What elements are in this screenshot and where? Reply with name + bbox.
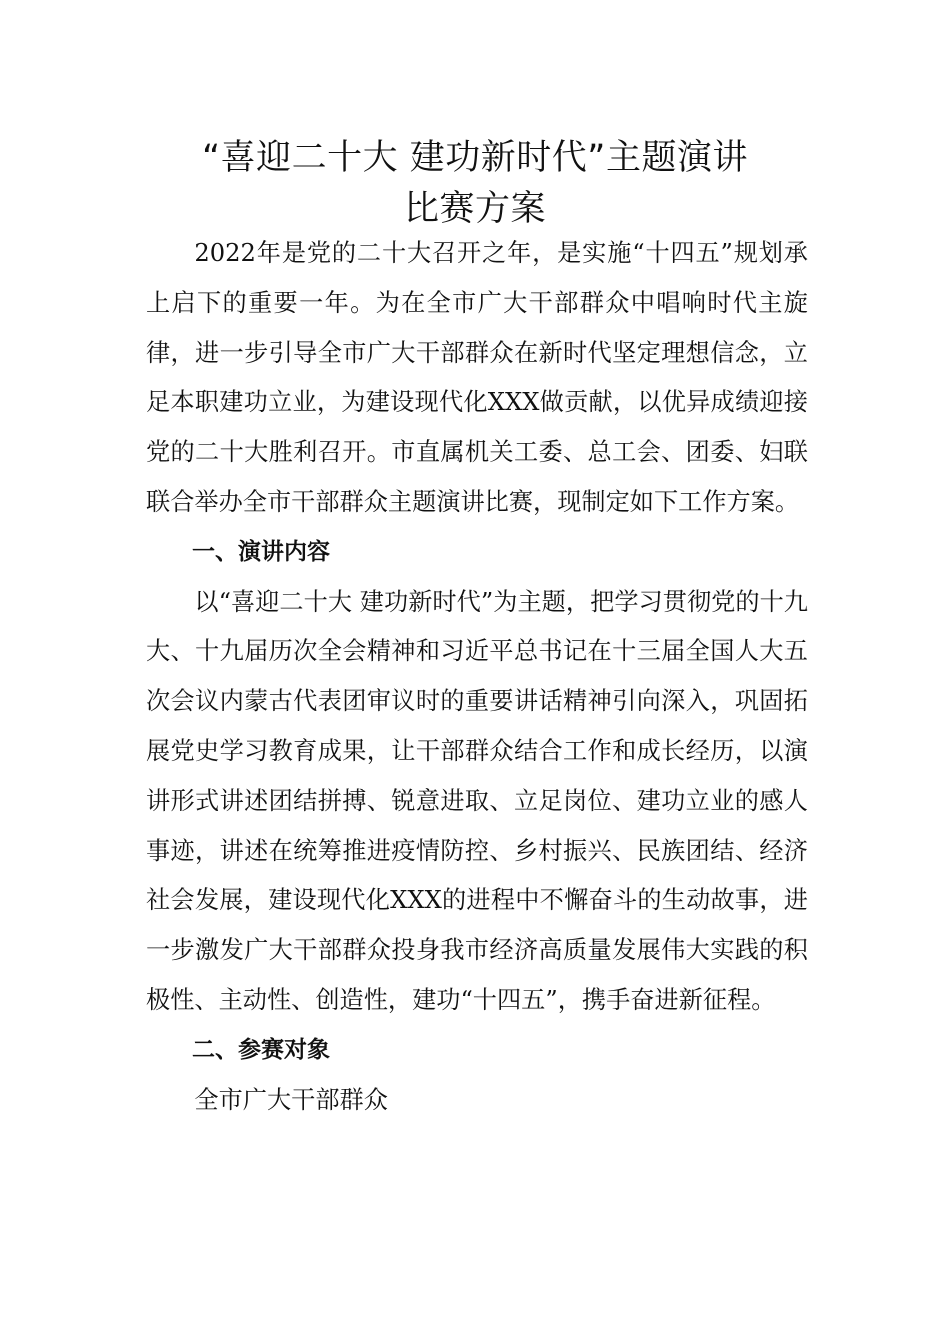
section-paragraph-participants: 全市广大干部群众: [194, 1085, 388, 1114]
intro-paragraph: 2022年是党的二十大召开之年，是实施“十四五”规划承上启下的重要一年。为在全市广大干部群众中唱响时代主旋律，进一步引导全市广大干部群众在新时代坚定理想信念，立足本职建功立业，为建设现代化XXX做贡献，以优异成绩迎接党的二十大胜利召开。市直属机关工委、总工会、团委、妇联联合举办全市干部群众主题演讲比赛，现制定如下工作方案。: [146, 239, 808, 516]
document-title-line2: 比赛方案: [403, 189, 546, 229]
section-heading-participants: 二、参赛对象: [192, 1036, 330, 1063]
document-body: [146, 229, 808, 1125]
document-title-line1: “喜迎二十大 建功新时代”主题演讲: [202, 138, 748, 178]
section-paragraph-speech-content: 以“喜迎二十大 建功新时代”为主题，把学习贯彻党的十九大、十九届历次全会精神和习近平总书记在十三届全国人大五次会议内蒙古代表团审议时的重要讲话精神引向深入，巩固拓展党史学习教育成果，让干部群众结合工作和成长经历，以演讲形式讲述团结拼搏、锐意进取、立足岗位、建功立业的感人事迹，讲述在统筹推进疫情防控、乡村振兴、民族团结、经济社会发展，建设现代化XXX的进程中不懈奋斗的生动故事，进一步激发广大干部群众投身我市经济高质量发展伟大实践的积极性、主动性、创造性，建功“十四五”，携手奋进新征程。: [146, 587, 808, 1014]
section-heading-speech-content: 一、演讲内容: [192, 538, 330, 565]
